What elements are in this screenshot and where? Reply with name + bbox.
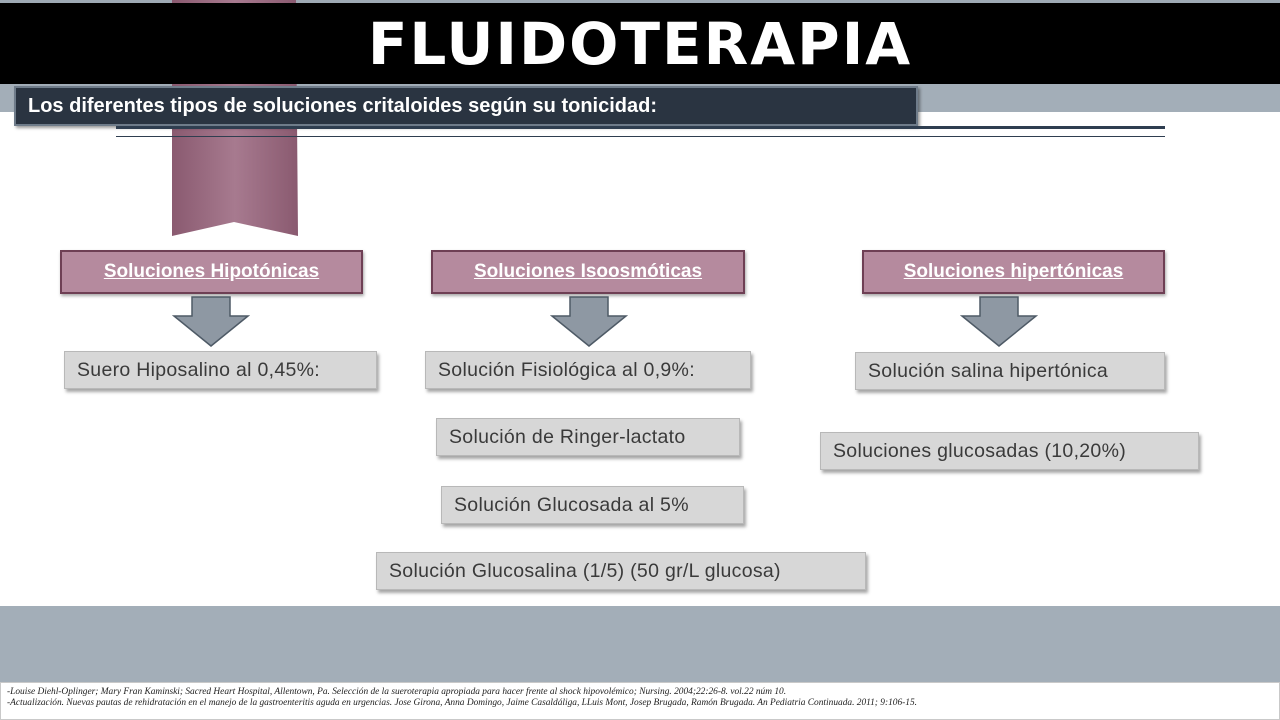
item-suero-hiposalino[interactable]: [64, 351, 377, 389]
item-solucion-fisiologica[interactable]: [425, 351, 751, 389]
item-ringer-lactato[interactable]: [436, 418, 740, 456]
item-label: Solución de Ringer-lactato: [449, 425, 686, 448]
item-label: Solución Glucosalina (1/5) (50 gr/L glucosa): [389, 559, 781, 582]
category-isoosmoticas[interactable]: [431, 250, 745, 294]
references: [0, 682, 1280, 720]
category-label: Soluciones Hipotónicas: [103, 261, 320, 282]
reference-item: -Actualización. Nuevas pautas de rehidratación en el manejo de la gastroenteritis aguda en urgencias. Jose Girona, Anna Domingo, Jaime Casaldáliga, LLuis Mont, Josep Brugada, Ramón Brugada. An Pediatria Continuada. 2011; 9:106-15.: [7, 698, 917, 708]
subtitle-text: Los diferentes tipos de soluciones critaloides según su tonicidad:: [28, 94, 658, 117]
category-hipotonicas[interactable]: [60, 250, 363, 294]
subtitle-box: [14, 86, 918, 126]
item-glucosada-5[interactable]: [441, 486, 744, 524]
arrow-down-icon: [550, 296, 628, 348]
page-title: FLUIDOTERAPIA: [367, 9, 913, 78]
divider-thin: [116, 136, 1165, 137]
item-salina-hipertonica[interactable]: [855, 352, 1165, 390]
divider-thick: [116, 126, 1165, 129]
arrow-down-icon: [960, 296, 1038, 348]
category-label: Soluciones hipertónicas: [903, 261, 1124, 282]
item-label: Suero Hiposalino al 0,45%:: [77, 358, 321, 381]
arrow-down-icon: [172, 296, 250, 348]
item-label: Solución Glucosada al 5%: [454, 493, 689, 516]
item-glucosadas-10-20[interactable]: [820, 432, 1199, 470]
item-label: Solución Fisiológica al 0,9%:: [438, 358, 695, 381]
category-hipertonicas[interactable]: [862, 250, 1165, 294]
category-label: Soluciones Isoosmóticas: [473, 261, 703, 282]
item-glucosalina[interactable]: [376, 552, 866, 590]
reference-item: -Louise Diehl-Oplinger; Mary Fran Kaminski; Sacred Heart Hospital, Allentown, Pa. Selección de la sueroterapia apropiada para hacer frente al shock hipovolémico; Nursing. 2004;22:26-8. vol.22 núm 10.: [7, 687, 787, 697]
title-bar: [0, 3, 1280, 84]
item-label: Soluciones glucosadas (10,20%): [833, 439, 1127, 462]
item-label: Solución salina hipertónica: [868, 359, 1109, 382]
footer-band: [0, 606, 1280, 682]
